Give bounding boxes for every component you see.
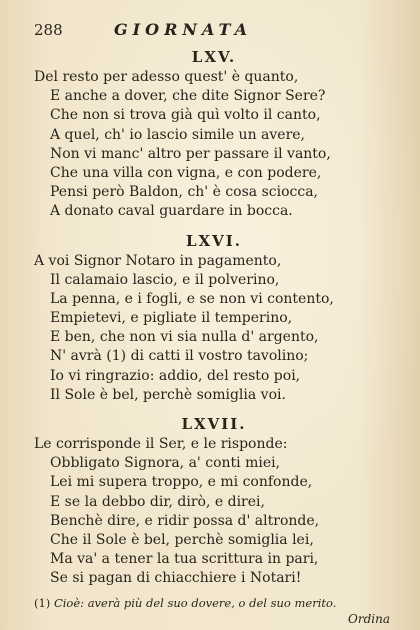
- verse-line: Il calamaio lascio, e il polverino,: [50, 271, 280, 288]
- footnote-mark: (1): [34, 595, 51, 610]
- stanza-gap: [34, 222, 394, 230]
- verse-line: E se la debbo dir, dirò, e direi,: [50, 493, 265, 510]
- verse-line: Che il Sole è bel, perchè somiglia lei,: [50, 531, 314, 548]
- stanza-block-2: [34, 230, 394, 406]
- verse-line: La penna, e i fogli, e se non vi contento,: [50, 290, 334, 307]
- verse-line: E anche a dover, che dite Signor Sere?: [50, 88, 326, 105]
- stanza: [34, 68, 394, 222]
- verse-line: Del resto per adesso quest' è quanto,: [34, 69, 299, 85]
- footnote: [34, 595, 394, 611]
- verse-line: Se si pagan di chiacchiere i Notari!: [50, 570, 302, 587]
- verse-line: Che una villa con vigna, e con podere,: [50, 164, 322, 181]
- catchword: Ordina: [348, 611, 390, 626]
- footnote-text: Cioè: averà più del suo dovere, o del suo merito.: [53, 595, 337, 610]
- stanza: [34, 252, 394, 406]
- stanza: [34, 435, 394, 589]
- running-head: GIORNATA: [114, 20, 252, 39]
- verse-line: Empietevi, e pigliate il temperino,: [50, 310, 293, 327]
- verse-line: A quel, ch' io lascio simile un avere,: [50, 126, 306, 143]
- verse-line: E ben, che non vi sia nulla d' argento,: [50, 329, 319, 346]
- stanza-title: LXVI.: [185, 231, 243, 250]
- verse-line: Benchè dire, e ridir possa d' altronde,: [50, 512, 320, 529]
- stanza-block-3: [34, 413, 394, 589]
- stanza-title: LXVII.: [181, 415, 247, 433]
- verse-line: Il Sole è bel, perchè somiglia voi.: [50, 386, 286, 403]
- verse-line: N' avrà (1) di catti il vostro tavolino;: [50, 348, 309, 365]
- verse-line: Non vi manc' altro per passare il vanto,: [50, 145, 331, 162]
- stanza-block-1: [34, 46, 394, 222]
- verse-line: Ma va' a tener la tua scrittura in pari,: [50, 551, 319, 568]
- verse-line: Le corrisponde il Ser, e le risponde:: [34, 436, 288, 452]
- verse-line: Pensi però Baldon, ch' è cosa sciocca,: [50, 184, 318, 201]
- verse-line: A donato caval guardare in bocca.: [50, 203, 293, 220]
- verse-line: A voi Signor Notaro in pagamento,: [34, 252, 282, 269]
- verse-line: Obbligato Signora, a' conti miei,: [50, 455, 281, 472]
- verse-line: Io vi ringrazio: addio, del resto poi,: [50, 367, 301, 384]
- stanza-title: LXV.: [191, 48, 237, 66]
- stanza-gap: [34, 405, 394, 413]
- page-header: [34, 20, 394, 46]
- verse-line: Che non si trova già quì volto il canto,: [50, 107, 321, 124]
- page-number: 288: [34, 21, 63, 39]
- verse-line: Lei mi supera troppo, e mi confonde,: [50, 474, 313, 491]
